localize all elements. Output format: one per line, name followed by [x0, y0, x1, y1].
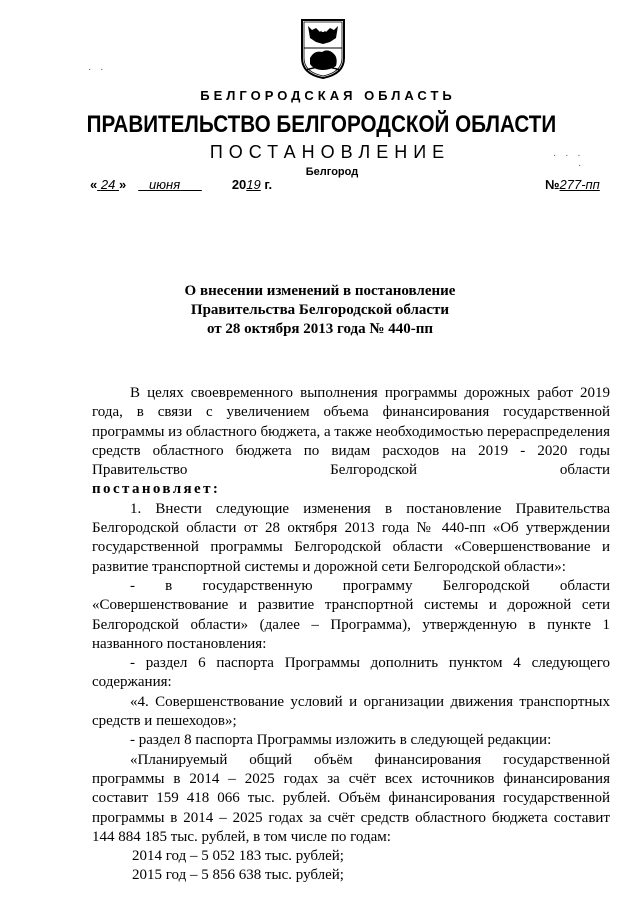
subitem-paragraph: - в государственную программу Белгородской области «Совершенствование и развитие транспортной системы и дорожной сети Белгородской области» (далее – Программа), утвержденную в пункте 1 названного постановления:	[92, 577, 610, 652]
item-1-paragraph: 1. Внести следующие изменения в постановление Правительства Белгородской области от 28 октября 2013 года № 440-пп «Об утверждении государственной программы Белгородской области «Совершенствование и развитие транспортной системы и дорожной сети Белгородской области»:	[92, 500, 610, 575]
quoted-paragraph: «4. Совершенствование условий и организации движения транспортных средств и пешеходов»;	[92, 693, 610, 730]
year-amount-line: 2015 год – 5 856 638 тыс. рублей;	[132, 867, 344, 884]
region-heading: БЕЛГОРОДСКАЯ ОБЛАСТЬ	[200, 88, 456, 103]
government-heading: ПРАВИТЕЛЬСТВО БЕЛГОРОДСКОЙ ОБЛАСТИ	[86, 111, 557, 138]
resolves-line: постановляет:	[92, 481, 221, 498]
document-number: №277-пп	[545, 177, 600, 192]
scan-artifact: · · ·	[553, 150, 584, 161]
document-number-value: 277-пп	[559, 177, 600, 192]
date-year: 19	[246, 177, 261, 192]
quoted-paragraph: «Планируемый общий объём финансирования государственной программы в 2014 – 2025 годах за счёт всех источников финансирования составит 159 418 066 тыс. рублей. Объём финансирования государственной программы в 2014 – 2025 годах за счёт средств областного бюджета составит 144 884 185 тыс. рублей, в том числе по годам:	[92, 751, 610, 845]
title-line: от 28 октября 2013 года № 440-пп	[206, 321, 433, 337]
title-line: Правительства Белгородской области	[190, 302, 450, 318]
document-title	[0, 282, 640, 339]
date-day: 24	[100, 177, 116, 192]
scan-artifact: · ·	[88, 64, 107, 75]
subitem-paragraph: - раздел 6 паспорта Программы дополнить пунктом 4 следующего содержания:	[92, 655, 610, 691]
date-month: июня	[149, 177, 181, 192]
city-label: Белгород	[305, 166, 359, 178]
document-date: « 24 » июня 2019 г.	[90, 177, 273, 192]
year-amount-line: 2014 год – 5 052 183 тыс. рублей;	[132, 848, 344, 865]
document-body	[92, 384, 610, 886]
preamble-paragraph: В целях своевременного выполнения программы дорожных работ 2019 года, в связи с увеличением объема финансирования государственной программы из областного бюджета, а также необходимостью перераспределения средств областного бюджета по видам расходов на 2019 - 2020 годы Правительство Белгородской области	[92, 385, 610, 479]
coat-of-arms-emblem	[300, 18, 346, 80]
document-type-heading: ПОСТАНОВЛЕНИЕ	[209, 142, 451, 162]
subitem-paragraph: - раздел 8 паспорта Программы изложить в следующей редакции:	[130, 732, 552, 749]
scan-artifact: ·	[578, 160, 585, 171]
title-line: О внесении изменений в постановление	[184, 283, 456, 299]
